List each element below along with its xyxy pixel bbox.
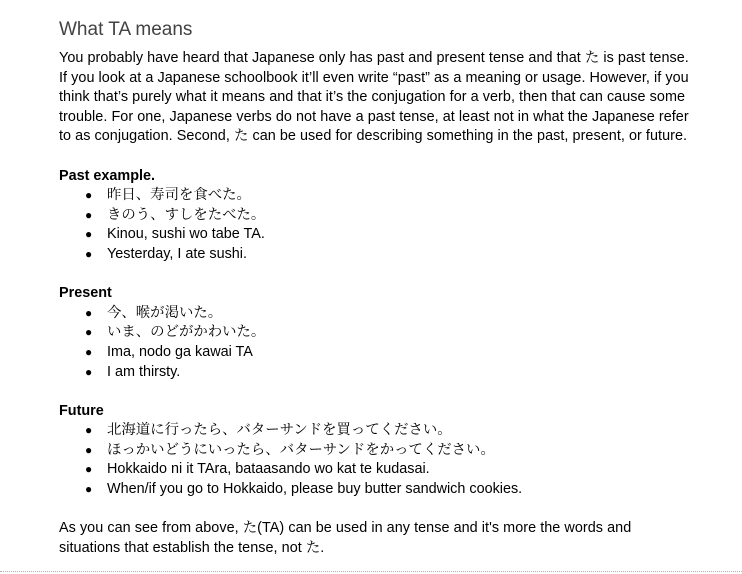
closing-paragraph: As you can see from above, た(TA) can be used in any tense and it's more the words and situations that establish the tense, not た. xyxy=(59,520,632,556)
document-body xyxy=(59,18,689,558)
intro-paragraph: You probably have heard that Japanese only has past and present tense and that た is past tense. If you look at a Japanese schoolbook it’ll even write “past” as a meaning or usage. However, if you think that’s purely what it means and that it’s the conjugation for a verb, then that can cause some trouble. For one, Japanese verbs do not have a past tense, at least not in what the Japanese refer to as conjugation. Second, た can be used for describing something in the past, present, or future. xyxy=(59,50,689,145)
bullet-list-past xyxy=(59,186,689,264)
bullet-icon: ● xyxy=(85,344,93,359)
list-item xyxy=(59,186,689,206)
section-title-present: Present xyxy=(59,285,112,302)
bullet-icon: ● xyxy=(85,305,93,320)
section-title-future: Future xyxy=(59,402,104,419)
bullet-icon: ● xyxy=(85,207,93,222)
list-item xyxy=(59,441,689,461)
bullet-icon: ● xyxy=(85,462,93,477)
list-item-text: Ima, nodo ga kawai TA xyxy=(107,343,253,360)
bullet-icon: ● xyxy=(85,423,93,438)
list-item-text: きのう、すしをたべた。 xyxy=(107,206,266,223)
list-item xyxy=(59,480,689,500)
bullet-icon: ● xyxy=(85,188,93,203)
list-item-text: 北海道に行ったら、バターサンドを買ってください。 xyxy=(107,422,452,439)
bullet-icon: ● xyxy=(85,227,93,242)
list-item xyxy=(59,421,689,441)
page-edge-divider xyxy=(0,571,742,572)
section-present xyxy=(59,284,689,382)
bullet-icon: ● xyxy=(85,442,93,457)
list-item-text: Hokkaido ni it TAra, bataasando wo kat te kudasai. xyxy=(107,461,430,478)
list-item-text: I am thirsty. xyxy=(107,363,181,380)
list-item xyxy=(59,245,689,265)
list-item-text: 今、喉が渇いた。 xyxy=(107,304,223,321)
section-title-past: Past example. xyxy=(59,167,155,184)
bullet-list-present xyxy=(59,304,689,382)
bullet-icon: ● xyxy=(85,246,93,261)
page-title: What TA means xyxy=(59,19,193,40)
list-item-text: Kinou, sushi wo tabe TA. xyxy=(107,226,265,243)
bullet-list-future xyxy=(59,421,689,499)
bullet-icon: ● xyxy=(85,364,93,379)
list-item-text: 昨日、寿司を食べた。 xyxy=(107,187,251,204)
section-past xyxy=(59,167,689,265)
list-item xyxy=(59,363,689,383)
bullet-icon: ● xyxy=(85,325,93,340)
section-future xyxy=(59,402,689,500)
list-item xyxy=(59,460,689,480)
list-item xyxy=(59,206,689,226)
bullet-icon: ● xyxy=(85,482,93,497)
list-item xyxy=(59,304,689,324)
list-item xyxy=(59,225,689,245)
list-item xyxy=(59,343,689,363)
list-item-text: When/if you go to Hokkaido, please buy butter sandwich cookies. xyxy=(107,481,523,498)
list-item-text: いま、のどがかわいた。 xyxy=(107,324,266,341)
list-item xyxy=(59,323,689,343)
list-item-text: ほっかいどうにいったら、バターサンドをかってください。 xyxy=(107,441,495,458)
list-item-text: Yesterday, I ate sushi. xyxy=(107,245,247,262)
